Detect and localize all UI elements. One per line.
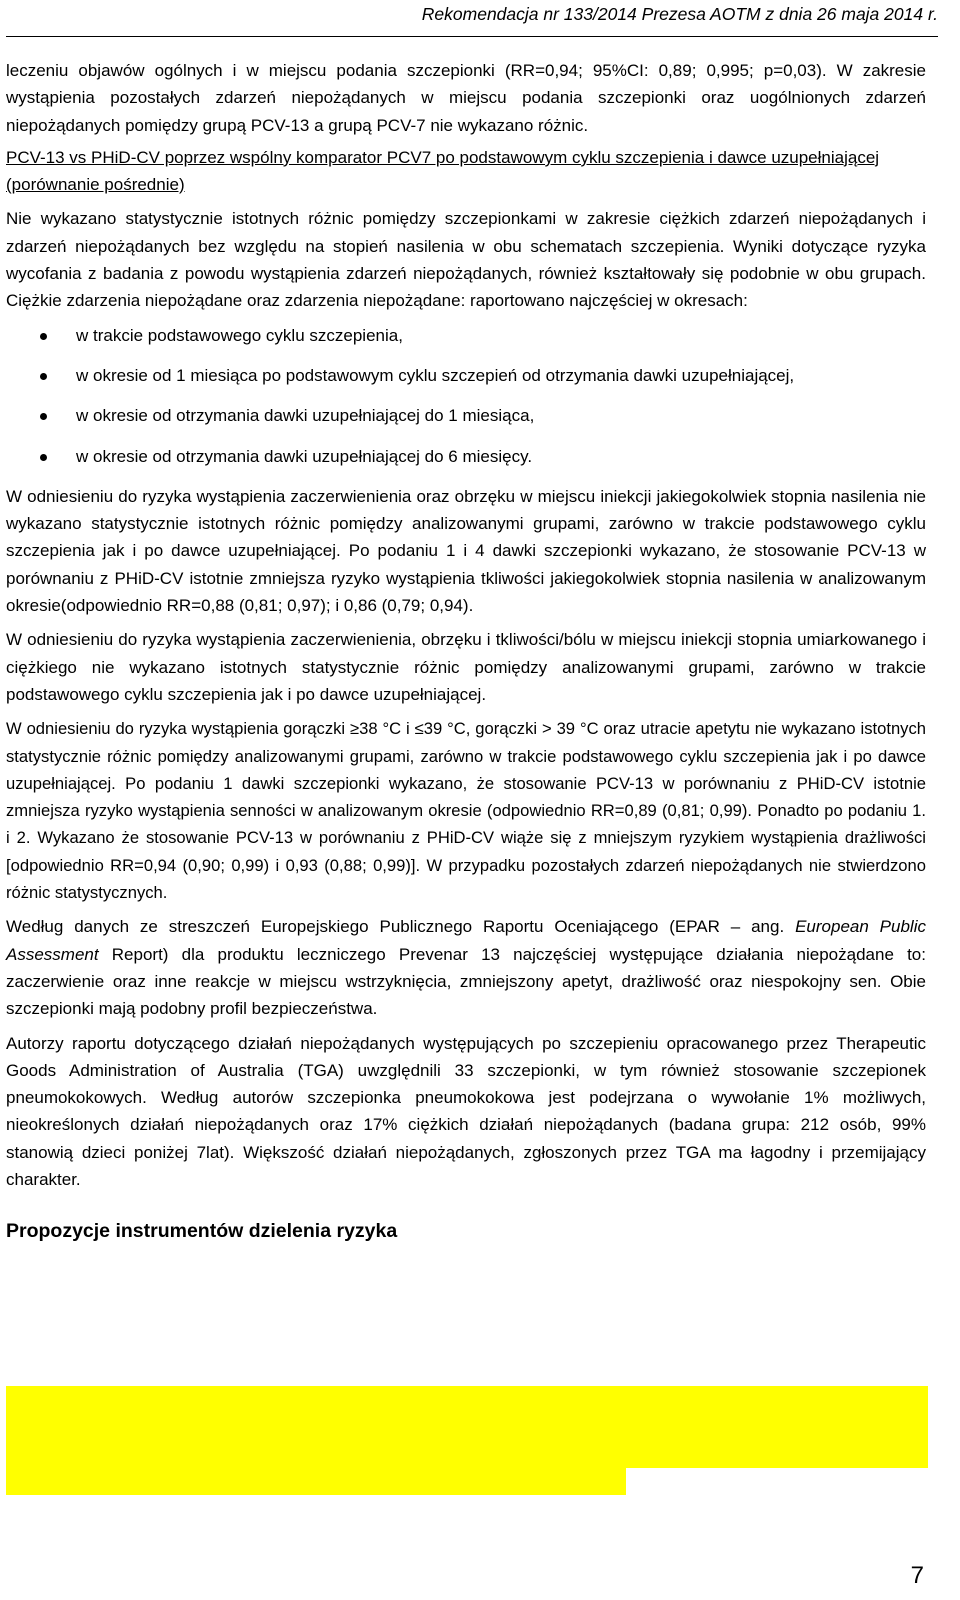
section-title: Propozycje instrumentów dzielenia ryzyka (6, 1220, 398, 1243)
epar-text-start: Według danych ze streszczeń Europejskiego Publicznego Raportu Oceniającego (EPAR – ang. (6, 917, 796, 937)
periods-list (6, 322, 926, 470)
paragraph-tga-report: Autorzy raportu dotyczącego działań niepożądanych występujących po szczepieniu opracowanego przez Therapeutic Goods Administration of Australia (TGA) uwzględnili 33 szczepionki, w tym również stosowanie szczepionek pneumokokowych. Według autorów szczepionka pneumokokowa jest podejrzana o wywołanie 1% możliwych, nieokreślonych działań niepożądanych oraz 17% ciężkich działań niepożądanych (badana grupa: 212 osób, 99% stanowią dzieci poniżej 7lat). Większość działań niepożądanych, zgłoszonych przez TGA ma łagodny i przemijający charakter. (6, 1033, 926, 1189)
paragraph-adverse-events-pcv7: leczeniu objawów ogólnych i w miejscu podania szczepionki (RR=0,94; 95%CI: 0,89; 0,995; p=0,03). W zakresie wystąpienia pozostałych zdarzeń niepożądanych w miejscu podania szczepionki oraz uogólnionych zdarzeń niepożądanych pomiędzy grupą PCV-13 a grupą PCV-7 nie wykazano różnic. (6, 61, 926, 135)
list-item: w trakcie podstawowego cyklu szczepienia, (6, 322, 926, 349)
header-rule (6, 36, 938, 37)
epar-italic-term: European Public Assessment (6, 917, 926, 964)
paragraph-redness-swelling: W odniesieniu do ryzyka wystąpienia zaczerwienienia oraz obrzęku w miejscu iniekcji jakiegokolwiek stopnia nasilenia nie wykazano statystycznie istotnych różnic pomiędzy analizowanymi grupami, zarówno w trakcie podstawowego cyklu szczepienia jak i po dawce uzupełniającej. Po podaniu 1 i 4 dawki szczepionki wykazano, że stosowanie PCV-13 w porównaniu z PHiD-CV istotnie zmniejsza ryzyko wystąpienia tkliwości jakiegokolwiek stopnia nasilenia w analizowanym okresie(odpowiednio RR=0,88 (0,81; 0,97); i 0,86 (0,79; 0,94). (6, 486, 926, 616)
header-text: Rekomendacja nr 133/2014 Prezesa AOTM z dnia 26 maja 2014 r. (421, 4, 938, 24)
paragraph-no-differences: Nie wykazano statystycznie istotnych różnic pomiędzy szczepionkami w zakresie ciężkich zdarzeń niepożądanych i zdarzeń niepożądanych bez względu na stopień nasilenia w obu schematach szczepienia. Wyniki dotyczące ryzyka wycofania z badania z powodu wystąpienia zdarzeń niepożądanych, również kształtowały się podobnie w obu grupach. Ciężkie zdarzenia niepożądane oraz zdarzenia niepożądane: raportowano najczęściej w okresach: (6, 209, 926, 311)
page-header (0, 0, 938, 30)
paragraph-fever-appetite: W odniesieniu do ryzyka wystąpienia gorączki ≥38 °C i ≤39 °C, gorączki > 39 °C oraz utracie apetytu nie wykazano istotnych statystycznie różnic pomiędzy analizowanymi grupami, zarówno w trakcie podstawowego cyklu szczepienia jak i po dawce uzupełniającej. Po podaniu 1 dawki szczepionki wykazano, że stosowanie PCV-13 w porównaniu z PHiD-CV istotnie zmniejsza ryzyko wystąpienia senności w analizowanym okresie (odpowiednio RR=0,89 (0,81; 0,99). Ponadto po podaniu 1. i 2. Wykazano że stosowanie PCV-13 w porównaniu z PHiD-CV wiąże się z mniejszym ryzykiem wystąpienia drażliwości [odpowiednio RR=0,94 (0,90; 0,99) i 0,93 (0,88; 0,99)]. W przypadku pozostałych zdarzeń niepożądanych nie stwierdzono różnic statystycznych. (6, 719, 926, 903)
list-item: w okresie od otrzymania dawki uzupełniającej do 6 miesięcy. (6, 443, 926, 470)
page-number: 7 (910, 1562, 924, 1589)
epar-text-end: Report) dla produktu leczniczego Prevenar 13 najczęściej występujące działania niepożądane to: zaczerwienie oraz inne reakcje w miejscu wstrzyknięcia, zmniejszony apetyt, drażliwość oraz niespokojny sen. Obie szczepionki mają podobny profil bezpieczeństwa. (6, 944, 926, 1019)
redacted-block-tail (6, 1468, 626, 1495)
paragraph-moderate-severe: W odniesieniu do ryzyka wystąpienia zaczerwienienia, obrzęku i tkliwości/bólu w miejscu iniekcji stopnia umiarkowanego i ciężkiego nie wykazano istotnych statystycznie różnic pomiędzy analizowanymi grupami, zarówno w trakcie podstawowego cyklu szczepienia jak i po dawce uzupełniającej. (6, 630, 926, 704)
paragraph-epar (6, 913, 926, 1022)
list-item: w okresie od otrzymania dawki uzupełniającej do 1 miesiąca, (6, 402, 926, 429)
comparison-subheading: PCV-13 vs PHiD-CV poprzez wspólny komparator PCV7 po podstawowym cyklu szczepienia i dawce uzupełniającej (porównanie pośrednie) (6, 147, 880, 195)
document-body (6, 57, 926, 1245)
redacted-block (6, 1386, 928, 1468)
list-item: w okresie od 1 miesiąca po podstawowym cyklu szczepień od otrzymania dawki uzupełniającej, (6, 362, 926, 389)
